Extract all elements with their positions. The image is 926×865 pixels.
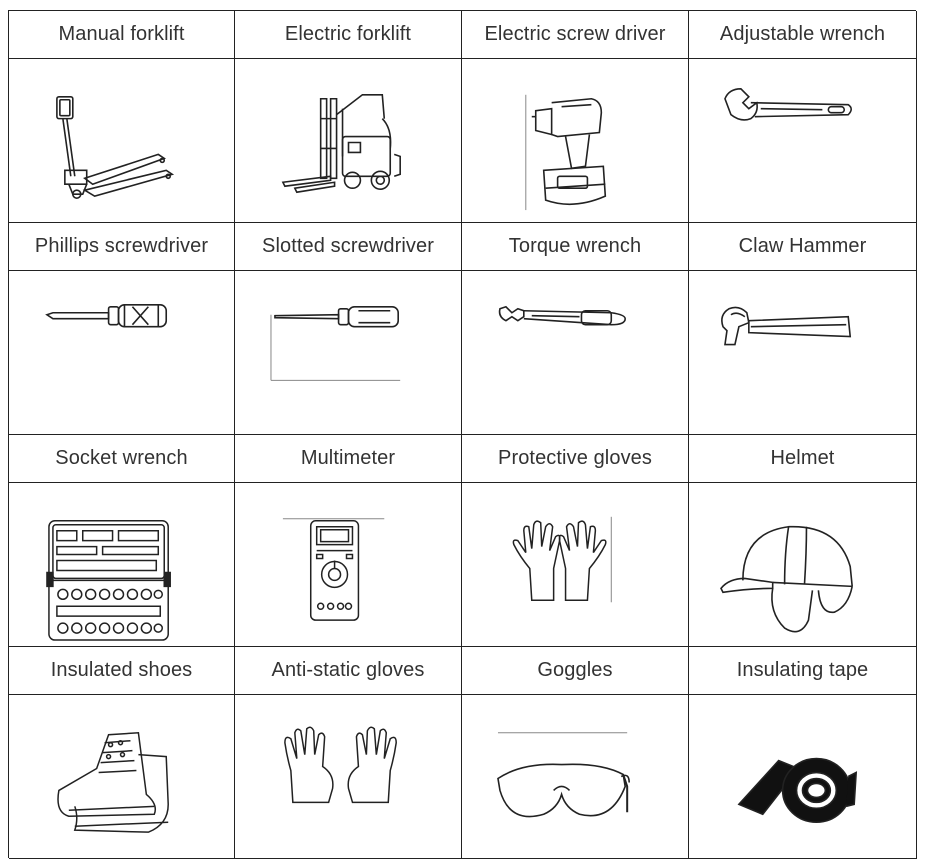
socket-wrench-set-icon	[9, 483, 234, 646]
tool-label: Slotted screwdriver	[262, 235, 434, 257]
tool-label: Claw Hammer	[738, 235, 867, 257]
insulating-tape-icon	[689, 695, 916, 858]
cell-label-helmet	[689, 435, 917, 483]
cell-image-torque-wrench	[462, 271, 689, 435]
cell-image-insulating-tape	[689, 695, 917, 859]
cell-image-claw-hammer	[689, 271, 917, 435]
cell-image-socket-wrench	[9, 483, 235, 647]
cell-label-multimeter	[235, 435, 462, 483]
tool-label: Phillips screwdriver	[34, 235, 209, 257]
cell-label-slotted-screwdriver	[235, 223, 462, 271]
tool-label: Helmet	[770, 447, 835, 469]
insulated-shoes-icon	[9, 695, 234, 858]
manual-forklift-icon	[9, 59, 234, 222]
cell-label-goggles	[462, 647, 689, 695]
tool-label: Goggles	[537, 659, 613, 681]
cell-label-socket-wrench	[9, 435, 235, 483]
helmet-icon	[689, 483, 916, 646]
anti-static-gloves-icon	[235, 695, 461, 858]
cell-image-anti-static-gloves	[235, 695, 462, 859]
tool-label: Socket wrench	[55, 447, 188, 469]
cell-label-adjustable-wrench	[689, 11, 917, 59]
cell-image-manual-forklift	[9, 59, 235, 223]
cell-label-electric-forklift	[235, 11, 462, 59]
tool-label: Insulating tape	[736, 659, 869, 681]
cell-image-goggles	[462, 695, 689, 859]
cell-label-electric-screwdriver	[462, 11, 689, 59]
tool-label: Electric screw driver	[484, 23, 666, 45]
tool-label: Electric forklift	[284, 23, 412, 45]
cell-image-multimeter	[235, 483, 462, 647]
tool-label: Torque wrench	[508, 235, 642, 257]
tool-label: Insulated shoes	[50, 659, 193, 681]
adjustable-wrench-icon	[689, 59, 916, 222]
claw-hammer-icon	[689, 271, 916, 434]
cell-label-claw-hammer	[689, 223, 917, 271]
cell-label-insulating-tape	[689, 647, 917, 695]
cell-image-insulated-shoes	[9, 695, 235, 859]
cell-image-adjustable-wrench	[689, 59, 917, 223]
multimeter-icon	[235, 483, 461, 646]
electric-forklift-icon	[235, 59, 461, 222]
cell-image-helmet	[689, 483, 917, 647]
electric-screwdriver-icon	[462, 59, 688, 222]
tool-label: Protective gloves	[498, 447, 652, 469]
protective-gloves-icon	[462, 483, 688, 646]
tool-label: Anti-static gloves	[271, 659, 425, 681]
tools-table	[8, 10, 916, 858]
cell-image-slotted-screwdriver	[235, 271, 462, 435]
tool-label: Adjustable wrench	[719, 23, 886, 45]
phillips-screwdriver-icon	[9, 271, 234, 434]
slotted-screwdriver-icon	[235, 271, 461, 434]
cell-image-electric-forklift	[235, 59, 462, 223]
torque-wrench-icon	[462, 271, 688, 434]
tool-label: Multimeter	[300, 447, 396, 469]
goggles-icon	[462, 695, 688, 858]
cell-image-phillips-screwdriver	[9, 271, 235, 435]
cell-label-protective-gloves	[462, 435, 689, 483]
cell-label-manual-forklift	[9, 11, 235, 59]
cell-label-insulated-shoes	[9, 647, 235, 695]
cell-image-protective-gloves	[462, 483, 689, 647]
cell-label-phillips-screwdriver	[9, 223, 235, 271]
cell-image-electric-screwdriver	[462, 59, 689, 223]
cell-label-anti-static-gloves	[235, 647, 462, 695]
tool-label: Manual forklift	[58, 23, 185, 45]
cell-label-torque-wrench	[462, 223, 689, 271]
